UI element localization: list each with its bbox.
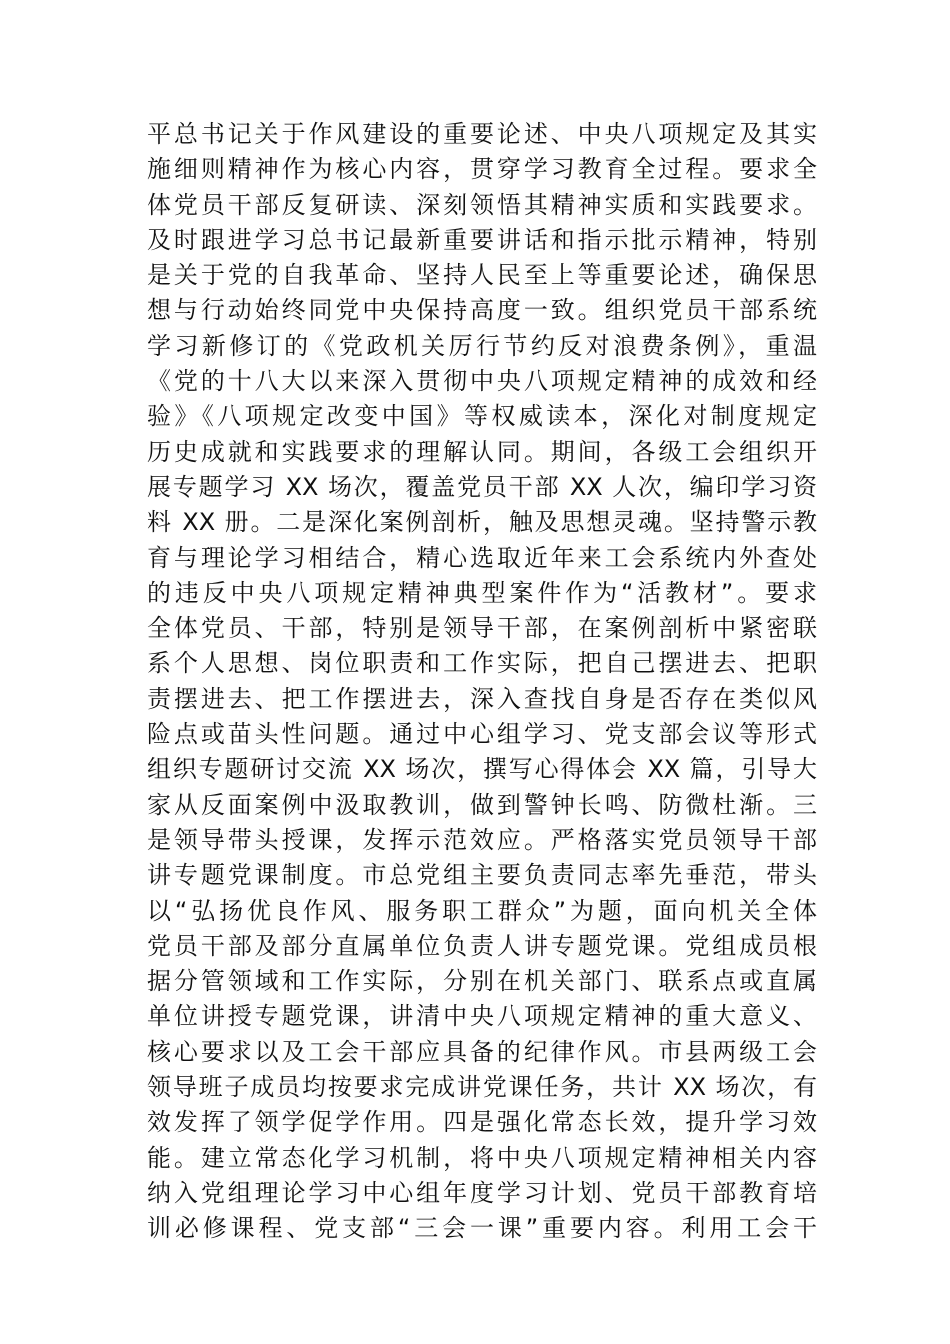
text-line: 《党的十八大以来深入贯彻中央八项规定精神的成效和经 bbox=[147, 367, 817, 396]
text-line: 责摆进去、把工作摆进去，深入查找自身是否存在类似风 bbox=[147, 684, 817, 713]
text-line: 学习新修订的《党政机关厉行节约反对浪费条例》，重温 bbox=[147, 331, 817, 360]
text-line: 核心要求以及工会干部应具备的纪律作风。市县两级工会 bbox=[147, 1037, 817, 1066]
text-line: 领导班子成员均按要求完成讲党课任务，共计 XX 场次，有 bbox=[147, 1073, 817, 1102]
text-line: 体党员干部反复研读、深刻领悟其精神实质和实践要求。 bbox=[147, 190, 817, 219]
text-line: 效发挥了领学促学作用。四是强化常态长效，提升学习效 bbox=[147, 1108, 817, 1137]
text-line: 纳入党组理论学习中心组年度学习计划、党员干部教育培 bbox=[147, 1178, 817, 1207]
text-line: 能。建立常态化学习机制，将中央八项规定精神相关内容 bbox=[147, 1143, 817, 1172]
text-line: 平总书记关于作风建设的重要论述、中央八项规定及其实 bbox=[147, 120, 817, 148]
text-line: 训必修课程、党支部“三会一课”重要内容。利用工会干 bbox=[147, 1214, 817, 1243]
text-line: 单位讲授专题党课，讲清中央八项规定精神的重大意义、 bbox=[147, 1002, 817, 1031]
text-line: 历史成就和实践要求的理解认同。期间，各级工会组织开 bbox=[147, 437, 817, 466]
body-text bbox=[147, 117, 817, 1247]
text-line: 育与理论学习相结合，精心选取近年来工会系统内外查处 bbox=[147, 543, 817, 572]
text-line: 讲专题党课制度。市总党组主要负责同志率先垂范，带头 bbox=[147, 861, 817, 890]
text-line: 系个人思想、岗位职责和工作实际，把自己摆进去、把职 bbox=[147, 649, 817, 678]
text-line: 组织专题研讨交流 XX 场次，撰写心得体会 XX 篇，引导大 bbox=[147, 755, 817, 784]
text-line: 据分管领域和工作实际，分别在机关部门、联系点或直属 bbox=[147, 967, 817, 996]
text-line: 家从反面案例中汲取教训，做到警钟长鸣、防微杜渐。三 bbox=[147, 790, 817, 819]
text-line: 是领导带头授课，发挥示范效应。严格落实党员领导干部 bbox=[147, 825, 817, 854]
text-line: 的违反中央八项规定精神典型案件作为“活教材”。要求 bbox=[147, 578, 817, 607]
text-line: 想与行动始终同党中央保持高度一致。组织党员干部系统 bbox=[147, 296, 817, 325]
text-line: 料 XX 册。二是深化案例剖析，触及思想灵魂。坚持警示教 bbox=[147, 508, 817, 537]
text-line: 及时跟进学习总书记最新重要讲话和指示批示精神，特别 bbox=[147, 225, 817, 254]
text-line: 险点或苗头性问题。通过中心组学习、党支部会议等形式 bbox=[147, 720, 817, 749]
text-line: 全体党员、干部，特别是领导干部，在案例剖析中紧密联 bbox=[147, 614, 817, 643]
text-line: 是关于党的自我革命、坚持人民至上等重要论述，确保思 bbox=[147, 261, 817, 290]
text-line: 展专题学习 XX 场次，覆盖党员干部 XX 人次，编印学习资 bbox=[147, 472, 817, 501]
text-line: 施细则精神作为核心内容，贯穿学习教育全过程。要求全 bbox=[147, 155, 817, 184]
text-line: 验》《八项规定改变中国》等权威读本，深化对制度规定 bbox=[147, 402, 817, 431]
text-line: 党员干部及部分直属单位负责人讲专题党课。党组成员根 bbox=[147, 931, 817, 960]
text-line: 以“弘扬优良作风、服务职工群众”为题，面向机关全体 bbox=[147, 896, 817, 925]
